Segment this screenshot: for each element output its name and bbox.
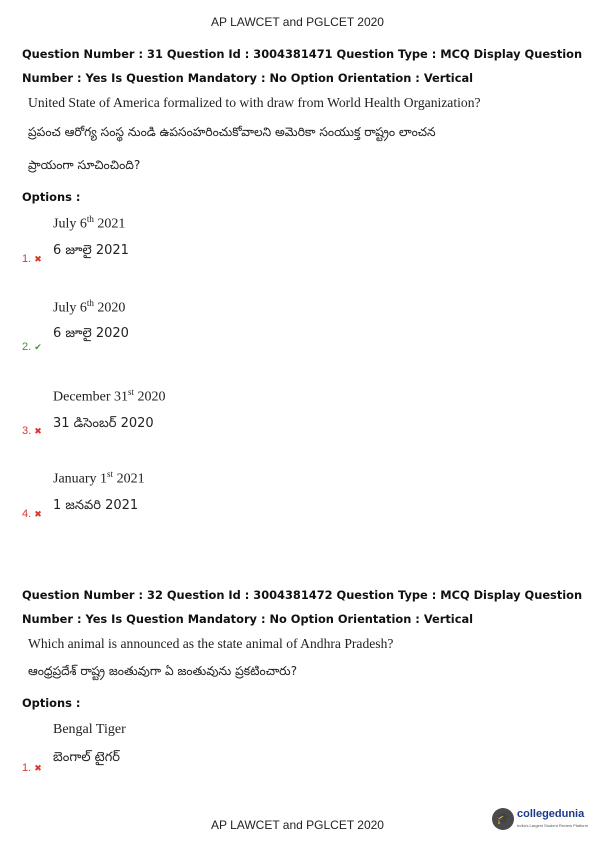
correct-check-icon: ✔ <box>34 342 42 352</box>
q31-option-2-english: July 6th 2020 <box>53 298 126 316</box>
q31-option-3-english: December 31st 2020 <box>53 387 166 405</box>
logo-name: collegedunia <box>517 808 585 820</box>
page-footer: AP LAWCET and PGLCET 2020 <box>211 818 384 832</box>
question-31-text-telugu-line-1: ప్రపంచ ఆరోగ్య సంస్థ నుండి ఉపసంహరించుకోవాలని అమెరికా సంయుక్త రాష్ట్రం లాంచన <box>28 125 436 139</box>
q31-option-4-telugu: 1 జనవరి 2021 <box>53 498 139 513</box>
question-31-meta-line-1: Question Number : 31 Question Id : 3004381471 Question Type : MCQ Display Question <box>22 47 583 61</box>
q31-option-3-number: 3. ✖ <box>22 425 42 437</box>
q31-option-1-english: July 6th 2021 <box>53 214 126 232</box>
wrong-mark-icon: ✖ <box>34 426 42 436</box>
question-31-options-label: Options : <box>22 190 81 204</box>
question-32-meta-line-2: Number : Yes Is Question Mandatory : No Option Orientation : Vertical <box>22 612 474 626</box>
wrong-mark-icon: ✖ <box>34 509 42 519</box>
q32-option-1-number: 1. ✖ <box>22 762 42 774</box>
wrong-mark-icon: ✖ <box>34 254 42 264</box>
question-31-meta-line-2: Number : Yes Is Question Mandatory : No Option Orientation : Vertical <box>22 71 474 85</box>
page-header: AP LAWCET and PGLCET 2020 <box>211 15 384 29</box>
question-32-text-english: Which animal is announced as the state animal of Andhra Pradesh? <box>28 636 394 651</box>
question-32-options-label: Options : <box>22 696 81 710</box>
q31-option-4-number: 4. ✖ <box>22 508 42 520</box>
question-32-text-telugu: ఆంధ్రప్రదేశ్ రాష్ట్ర జంతువుగా ఏ జంతువును ప్రకటించారు? <box>28 664 298 678</box>
q31-option-1-number: 1. ✖ <box>22 253 42 265</box>
question-31-text-english: United State of America formalized to with draw from World Health Organization? <box>28 95 481 110</box>
q31-option-1-telugu: 6 జూలై 2021 <box>53 243 129 258</box>
wrong-mark-icon: ✖ <box>34 763 42 773</box>
graduation-cap-icon: 🎓 <box>492 808 514 830</box>
q32-option-1-english: Bengal Tiger <box>53 722 126 737</box>
question-32-meta-line-1: Question Number : 32 Question Id : 3004381472 Question Type : MCQ Display Question <box>22 588 583 602</box>
q31-option-2-telugu: 6 జూలై 2020 <box>53 326 129 341</box>
question-31-text-telugu-line-2: ప్రాయంగా సూచించింది? <box>28 158 141 172</box>
q31-option-3-telugu: 31 డిసెంబర్ 2020 <box>53 416 154 431</box>
logo-tagline: India's Largest Student Review Platform <box>517 823 589 828</box>
q31-option-2-number: 2. ✔ <box>22 341 42 353</box>
q32-option-1-telugu: బెంగాల్ టైగర్ <box>53 750 120 765</box>
q31-option-4-english: January 1st 2021 <box>53 469 145 487</box>
collegedunia-logo <box>492 806 592 836</box>
